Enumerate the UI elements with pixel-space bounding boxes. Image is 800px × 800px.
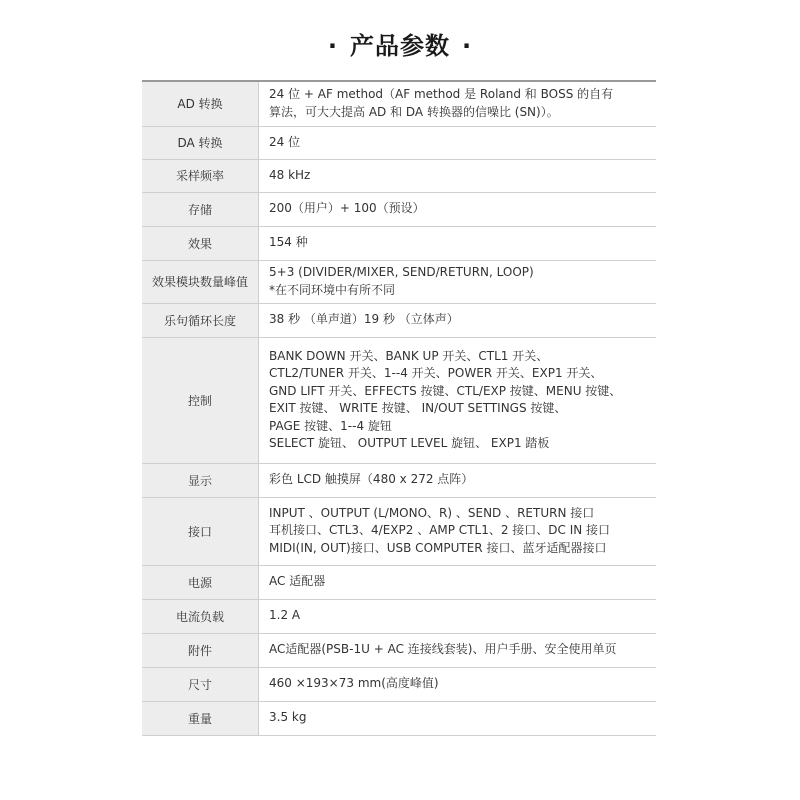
spec-row (142, 633, 656, 667)
spec-label: 存储 (142, 192, 259, 226)
spec-value-line: 460 ×193×73 mm(高度峰值) (269, 676, 439, 691)
spec-value-line: AC 适配器 (269, 574, 326, 589)
spec-value-line: 38 秒 （单声道）19 秒 （立体声） (269, 312, 459, 327)
spec-value-line: GND LIFT 开关、EFFECTS 按键、CTL/EXP 按键、MENU 按键、 (269, 383, 622, 398)
spec-label: 尺寸 (142, 667, 259, 701)
spec-label: 采样频率 (142, 159, 259, 192)
spec-label: DA 转换 (142, 126, 259, 159)
spec-value (259, 303, 657, 337)
spec-value-line: 48 kHz (269, 167, 311, 182)
title-text: 产品参数 (350, 32, 450, 60)
spec-value-line: *在不同环境中有所不同 (269, 282, 396, 297)
spec-label: 效果模块数量峰值 (142, 260, 259, 303)
spec-label: 电流负载 (142, 599, 259, 633)
spec-value (259, 701, 657, 735)
spec-value-line: EXIT 按键、 WRITE 按键、 IN/OUT SETTINGS 按键、 (269, 401, 567, 415)
title-bullet-left: · (327, 32, 338, 60)
spec-label: 附件 (142, 633, 259, 667)
spec-value (259, 565, 657, 599)
spec-table (142, 80, 656, 736)
spec-value (259, 599, 657, 633)
spec-value (259, 667, 657, 701)
spec-row (142, 667, 656, 701)
page-title (0, 26, 800, 61)
spec-row (142, 565, 656, 599)
spec-label: 重量 (142, 701, 259, 735)
spec-label: AD 转换 (142, 81, 259, 126)
spec-value (259, 337, 657, 463)
spec-label: 控制 (142, 337, 259, 463)
spec-value-line: 5+3 (DIVIDER/MIXER, SEND/RETURN, LOOP) (269, 265, 534, 279)
spec-row (142, 337, 656, 463)
title-bullet-right: · (462, 32, 473, 60)
spec-value-line: CTL2/TUNER 开关、1--4 开关、POWER 开关、EXP1 开关、 (269, 366, 603, 380)
spec-value (259, 260, 657, 303)
spec-value-line: 154 种 (269, 235, 308, 250)
spec-value (259, 81, 657, 126)
spec-value-line: AC适配器(PSB-1U + AC 连接线套装)、用户手册、安全使用单页 (269, 642, 617, 657)
spec-row (142, 701, 656, 735)
spec-value-line: BANK DOWN 开关、BANK UP 开关、CTL1 开关、 (269, 348, 549, 363)
spec-value-line: 彩色 LCD 触摸屏（480 x 272 点阵） (269, 472, 474, 487)
spec-row (142, 260, 656, 303)
spec-value (259, 497, 657, 565)
spec-label: 乐句循环长度 (142, 303, 259, 337)
spec-value-line: 耳机接口、CTL3、4/EXP2 、AMP CTL1、2 接口、DC IN 接口 (269, 523, 611, 538)
spec-value (259, 192, 657, 226)
spec-value (259, 159, 657, 192)
spec-value (259, 226, 657, 260)
spec-label: 显示 (142, 463, 259, 497)
spec-row (142, 81, 656, 126)
spec-row (142, 159, 656, 192)
spec-value (259, 633, 657, 667)
spec-row (142, 599, 656, 633)
spec-row (142, 226, 656, 260)
spec-table-body (142, 81, 656, 735)
spec-value-line: 算法，可大大提高 AD 和 DA 转换器的信噪比 (SN)）。 (269, 104, 559, 119)
spec-value-line: 200（用户）+ 100（预设） (269, 201, 425, 216)
spec-value-line: 24 位 + AF method（AF method 是 Roland 和 BOSS 的自有 (269, 87, 614, 102)
spec-value-line: MIDI(IN, OUT)接口、USB COMPUTER 接口、蓝牙适配器接口 (269, 540, 607, 555)
spec-row (142, 463, 656, 497)
spec-row (142, 303, 656, 337)
spec-value-line: 1.2 A (269, 608, 301, 623)
spec-value (259, 126, 657, 159)
spec-row (142, 126, 656, 159)
spec-row (142, 497, 656, 565)
spec-value-line: 24 位 (269, 134, 301, 149)
spec-label: 效果 (142, 226, 259, 260)
spec-row (142, 192, 656, 226)
spec-label: 接口 (142, 497, 259, 565)
spec-value-line: 3.5 kg (269, 710, 307, 725)
spec-value-line: SELECT 旋钮、 OUTPUT LEVEL 旋钮、 EXP1 踏板 (269, 436, 550, 450)
spec-value-line: PAGE 按键、1--4 旋钮 (269, 418, 392, 433)
spec-value (259, 463, 657, 497)
spec-label: 电源 (142, 565, 259, 599)
spec-value-line: INPUT 、OUTPUT (L/MONO、R) 、SEND 、RETURN 接口 (269, 505, 595, 520)
